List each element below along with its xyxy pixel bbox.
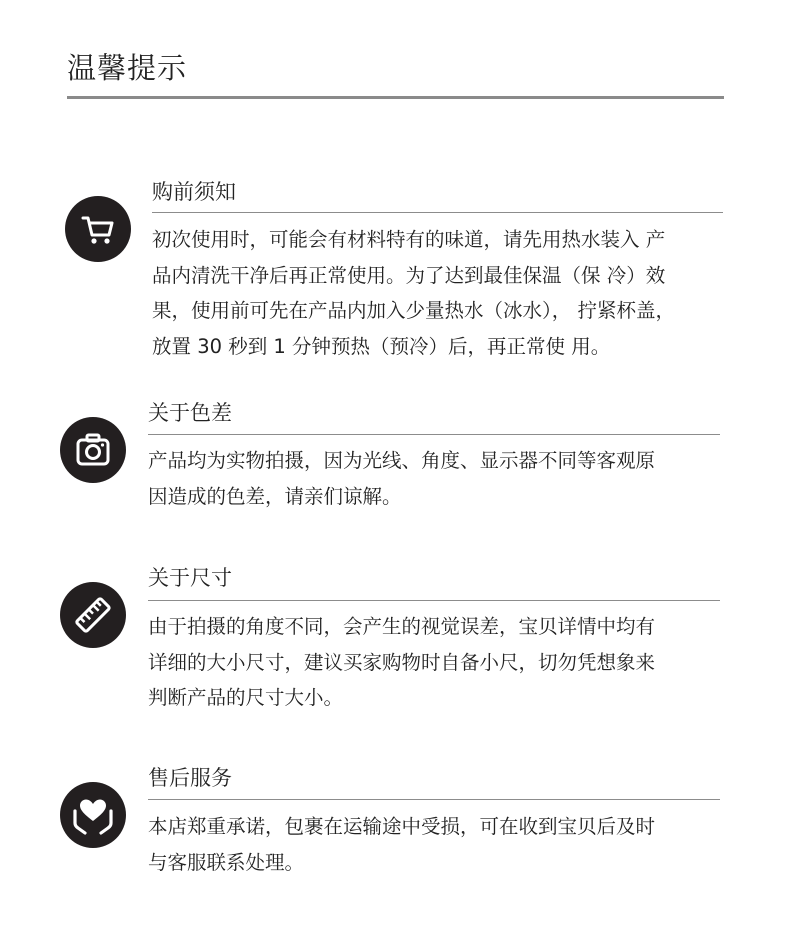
section-body [148, 809, 655, 880]
body-line: 与客服联系处理。 [148, 850, 305, 874]
body-line: 果，使用前可先在产品内加入少量热水（冰水）， 拧紧杯盖， [152, 299, 675, 322]
camera-icon [60, 417, 126, 483]
title-divider [67, 96, 724, 99]
section-body [148, 443, 655, 514]
section-heading: 售后服务 [148, 766, 232, 790]
section-body [152, 222, 675, 364]
body-line: 因造成的色差，请亲们谅解。 [148, 484, 402, 508]
body-line: 品内清洗干净后再正常使用。为了达到最佳保温（保 冷）效 [152, 263, 666, 287]
ruler-icon [60, 582, 126, 648]
page-title: 温馨提示 [67, 51, 188, 85]
body-line: 本店郑重承诺，包裹在运输途中受损，可在收到宝贝后及时 [148, 815, 656, 838]
section-divider [148, 600, 720, 601]
body-line: 判断产品的尺寸大小。 [148, 686, 344, 709]
body-line: 由于拍摄的角度不同，会产生的视觉误差，宝贝详情中均有 [148, 615, 656, 638]
shopping-cart-icon [65, 196, 131, 262]
body-line: 放置 30 秒到 1 分钟预热（预冷）后，再正常使 用。 [152, 334, 611, 358]
section-divider [152, 212, 723, 213]
section-heading: 关于尺寸 [148, 566, 232, 590]
section-heading: 购前须知 [152, 180, 236, 204]
section-body [148, 609, 655, 716]
body-line: 初次使用时，可能会有材料特有的味道，请先用热水装入 产 [152, 228, 666, 251]
section-divider [148, 799, 720, 800]
heart-hands-icon [60, 782, 126, 848]
section-divider [148, 434, 720, 435]
body-line: 产品均为实物拍摄，因为光线、角度、显示器不同等客观原 [148, 449, 656, 472]
section-heading: 关于色差 [148, 401, 232, 425]
body-line: 详细的大小尺寸，建议买家购物时自备小尺，切勿凭想象来 [148, 650, 656, 674]
